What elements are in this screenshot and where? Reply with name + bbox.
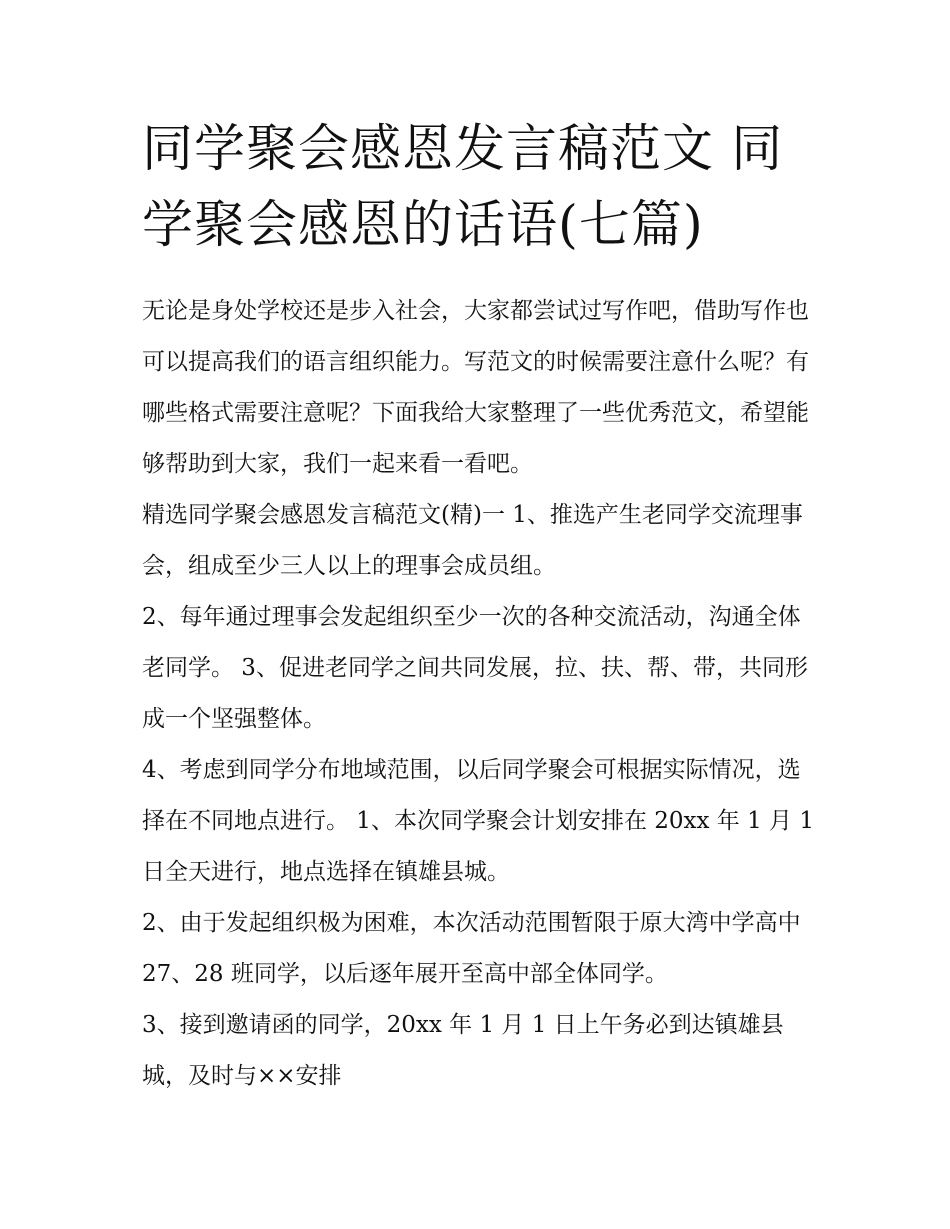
body-paragraph-5: 3、接到邀请函的同学，20xx 年 1 月 1 日上午务必到达镇雄县城，及时与××安排 — [142, 1012, 784, 1089]
document-page — [142, 112, 814, 1102]
intro-paragraph: 无论是身处学校还是步入社会，大家都尝试过写作吧，借助写作也可以提高我们的语言组织能力。写范文的时候需要注意什么呢？有哪些格式需要注意呢？下面我给大家整理了一些优秀范文，希望能够帮助到大家，我们一起来看一看吧。 — [142, 298, 809, 477]
body-paragraph-1: 精选同学聚会感恩发言稿范文(精)一 1、推选产生老同学交流理事会，组成至少三人以上的理事会成员组。 — [142, 502, 803, 579]
body-paragraph-4: 2、由于发起组织极为困难，本次活动范围暂限于原大湾中学高中 27、28 班同学，以后逐年展开至高中部全体同学。 — [142, 910, 801, 987]
document-title: 同学聚会感恩发言稿范文 同学聚会感恩的话语(七篇) — [142, 120, 784, 255]
body-paragraph-3: 4、考虑到同学分布地域范围，以后同学聚会可根据实际情况，选择在不同地点进行。 1、本次同学聚会计划安排在 20xx 年 1 月 1 日全天进行，地点选择在镇雄县城。 — [142, 757, 814, 885]
body-paragraph-2: 2、每年通过理事会发起组织至少一次的各种交流活动，沟通全体老同学。 3、促进老同学之间共同发展，拉、扶、帮、带，共同形成一个坚强整体。 — [142, 604, 808, 732]
